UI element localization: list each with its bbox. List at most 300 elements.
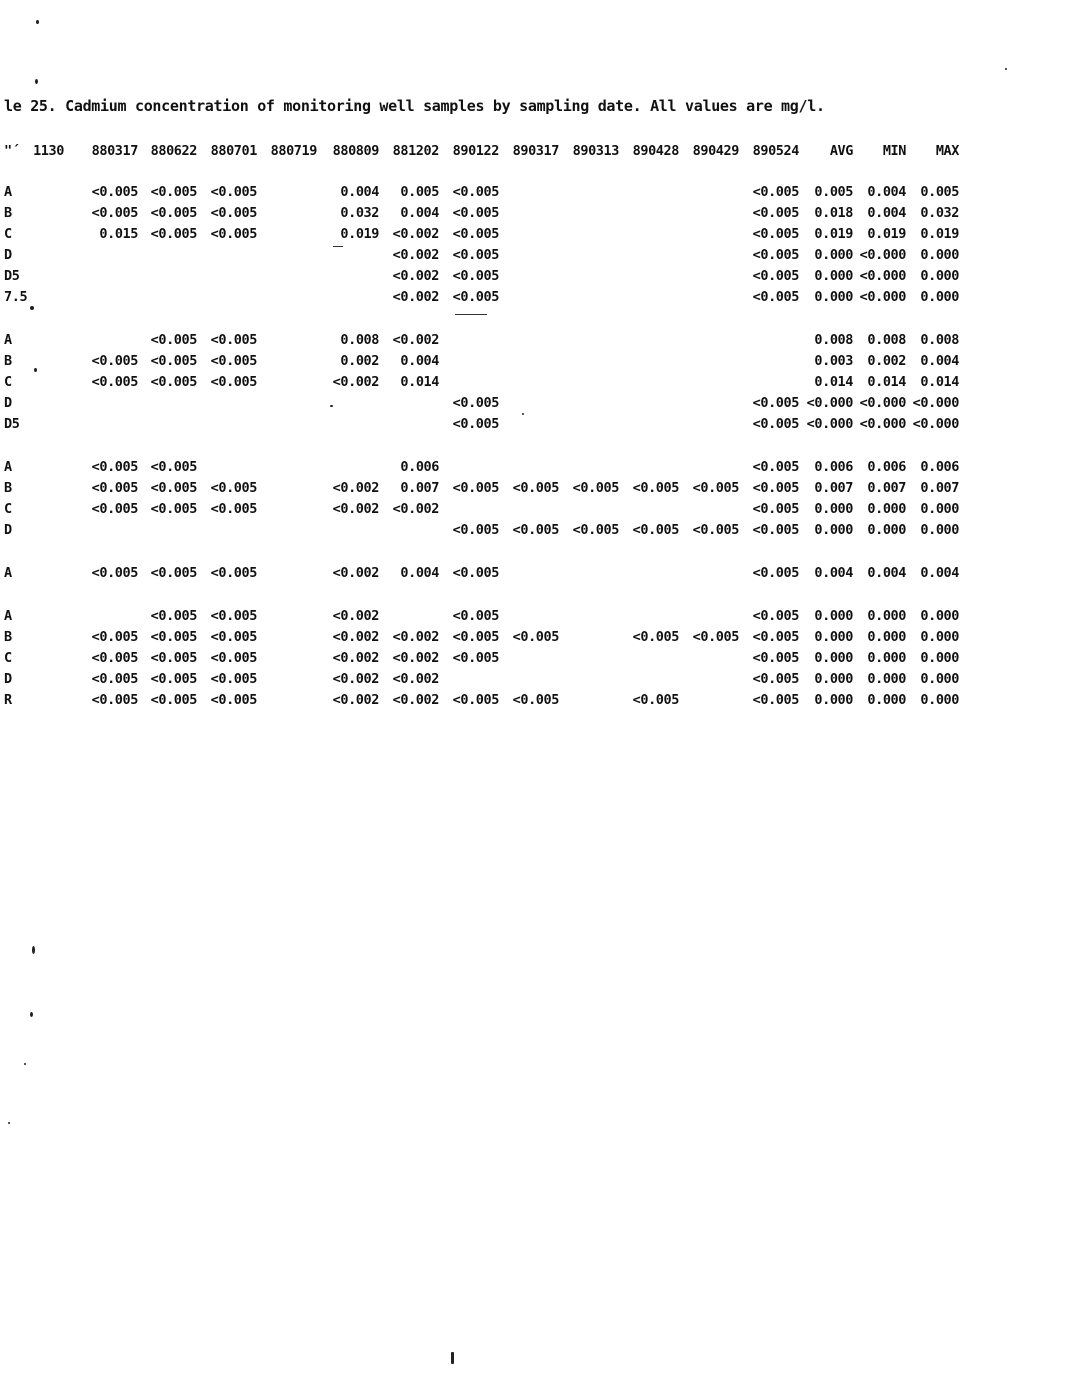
table-cell: <0.005 xyxy=(210,226,257,242)
table-cell: <0.005 xyxy=(752,671,799,687)
table-cell: 0.000 xyxy=(867,671,906,687)
table-cell xyxy=(257,627,317,648)
table-cell: <0.005 xyxy=(210,501,257,517)
table-row xyxy=(4,351,959,372)
column-header: 880719 xyxy=(270,143,317,159)
table-cell: 0.000 xyxy=(814,692,853,708)
table-cell xyxy=(439,351,499,372)
well-label: R xyxy=(4,692,12,708)
table-cell xyxy=(30,606,64,627)
table-cell xyxy=(197,245,257,266)
table-cell: 0.000 xyxy=(814,501,853,517)
table-cell: <0.002 xyxy=(392,226,439,242)
table-cell: <0.005 xyxy=(752,289,799,305)
table-cell xyxy=(619,457,679,478)
group-spacer-cell xyxy=(4,162,959,182)
table-cell: 0.008 xyxy=(814,332,853,348)
table-cell xyxy=(317,414,379,435)
table-cell: <0.005 xyxy=(452,565,499,581)
table-cell: <0.002 xyxy=(392,692,439,708)
table-cell: <0.005 xyxy=(150,608,197,624)
table-cell xyxy=(257,690,317,711)
well-label: A xyxy=(4,332,12,348)
table-cell: <0.005 xyxy=(210,671,257,687)
table-cell: 0.004 xyxy=(867,565,906,581)
table-cell xyxy=(197,266,257,287)
table-cell: <0.002 xyxy=(332,480,379,496)
table-cell xyxy=(679,499,739,520)
scan-speck xyxy=(35,79,38,84)
table-cell xyxy=(197,457,257,478)
table-cell xyxy=(317,393,379,414)
table-cell: 0.000 xyxy=(867,501,906,517)
table-cell: 0.000 xyxy=(920,692,959,708)
table-cell: <0.005 xyxy=(572,522,619,538)
scan-speck xyxy=(30,1012,33,1017)
table-cell xyxy=(559,563,619,584)
table-cell: <0.000 xyxy=(912,395,959,411)
well-label: B xyxy=(4,353,12,369)
table-cell xyxy=(619,266,679,287)
table-cell: <0.000 xyxy=(859,289,906,305)
table-cell xyxy=(679,266,739,287)
group-spacer xyxy=(4,308,959,330)
table-cell xyxy=(499,648,559,669)
table-cell xyxy=(257,287,317,308)
table-cell: 0.004 xyxy=(920,565,959,581)
table-cell: 0.004 xyxy=(400,205,439,221)
table-row xyxy=(4,478,959,499)
table-cell: 0.005 xyxy=(920,184,959,200)
table-cell xyxy=(138,520,197,541)
group-spacer xyxy=(4,541,959,563)
table-cell: <0.005 xyxy=(512,692,559,708)
table-cell xyxy=(619,499,679,520)
table-cell: 0.000 xyxy=(920,289,959,305)
table-cell: <0.005 xyxy=(632,629,679,645)
table-row xyxy=(4,266,959,287)
table-cell xyxy=(379,414,439,435)
table-cell: 0.000 xyxy=(867,692,906,708)
table-cell: <0.005 xyxy=(210,332,257,348)
table-cell: <0.000 xyxy=(859,416,906,432)
table-cell xyxy=(30,351,64,372)
table-row xyxy=(4,499,959,520)
table-cell: 0.000 xyxy=(920,629,959,645)
table-row xyxy=(4,372,959,393)
table-cell: <0.002 xyxy=(392,629,439,645)
table-cell: 0.004 xyxy=(920,353,959,369)
table-cell: <0.005 xyxy=(210,565,257,581)
table-cell: <0.002 xyxy=(392,268,439,284)
table-cell: 0.007 xyxy=(867,480,906,496)
table-cell xyxy=(679,330,739,351)
table-cell: 0.019 xyxy=(340,226,379,242)
table-cell xyxy=(619,245,679,266)
table-cell: <0.005 xyxy=(632,480,679,496)
table-cell xyxy=(30,287,64,308)
table-row xyxy=(4,606,959,627)
table-cell xyxy=(679,414,739,435)
table-cell xyxy=(439,669,499,690)
table-cell xyxy=(30,457,64,478)
table-cell: <0.005 xyxy=(692,522,739,538)
well-label: B xyxy=(4,480,12,496)
table-cell: <0.005 xyxy=(632,692,679,708)
table-cell: <0.005 xyxy=(91,480,138,496)
table-cell xyxy=(439,330,499,351)
table-cell xyxy=(138,245,197,266)
well-label: B xyxy=(4,629,12,645)
table-cell: 0.019 xyxy=(814,226,853,242)
table-cell xyxy=(559,287,619,308)
table-row xyxy=(4,563,959,584)
table-cell xyxy=(138,266,197,287)
column-header: 890122 xyxy=(452,143,499,159)
column-header: 880809 xyxy=(332,143,379,159)
table-cell xyxy=(679,224,739,245)
table-cell xyxy=(257,203,317,224)
table-cell: 0.007 xyxy=(400,480,439,496)
table-cell xyxy=(679,287,739,308)
table-row xyxy=(4,224,959,245)
table-cell xyxy=(257,245,317,266)
table-cell: 0.019 xyxy=(867,226,906,242)
table-cell xyxy=(559,393,619,414)
table-cell: 0.000 xyxy=(867,608,906,624)
table-cell xyxy=(64,266,138,287)
table-cell: <0.000 xyxy=(806,395,853,411)
table-cell: <0.005 xyxy=(452,184,499,200)
table-cell: <0.005 xyxy=(210,374,257,390)
table-cell: <0.002 xyxy=(392,332,439,348)
table-cell xyxy=(64,393,138,414)
table-cell xyxy=(257,372,317,393)
table-cell: 0.000 xyxy=(814,289,853,305)
table-cell xyxy=(197,520,257,541)
table-cell: <0.005 xyxy=(91,565,138,581)
table-cell: <0.005 xyxy=(210,205,257,221)
table-cell xyxy=(30,414,64,435)
table-cell xyxy=(499,372,559,393)
table-cell xyxy=(619,330,679,351)
table-cell: 0.004 xyxy=(814,565,853,581)
table-row xyxy=(4,648,959,669)
table-cell: <0.002 xyxy=(332,692,379,708)
table-cell: <0.005 xyxy=(752,501,799,517)
table-cell: 0.003 xyxy=(814,353,853,369)
well-label: D xyxy=(4,522,12,538)
table-cell: <0.005 xyxy=(150,353,197,369)
table-cell xyxy=(197,393,257,414)
table-cell: <0.000 xyxy=(859,247,906,263)
table-cell: <0.005 xyxy=(452,268,499,284)
table-cell: <0.005 xyxy=(752,565,799,581)
table-cell: <0.005 xyxy=(91,501,138,517)
table-cell: <0.005 xyxy=(150,184,197,200)
table-cell: 0.006 xyxy=(400,459,439,475)
table-cell: <0.005 xyxy=(150,480,197,496)
table-cell xyxy=(499,606,559,627)
table-cell: 0.000 xyxy=(867,522,906,538)
table-cell: <0.002 xyxy=(332,608,379,624)
table-cell xyxy=(30,563,64,584)
table-cell: <0.000 xyxy=(806,416,853,432)
table-cell: <0.002 xyxy=(392,650,439,666)
table-cell: <0.005 xyxy=(452,247,499,263)
group-spacer-cell xyxy=(4,308,959,330)
table-cell xyxy=(30,499,64,520)
table-cell xyxy=(619,287,679,308)
table-cell xyxy=(559,266,619,287)
table-cell: <0.005 xyxy=(752,692,799,708)
well-label: B xyxy=(4,205,12,221)
table-row xyxy=(4,520,959,541)
table-cell: 0.008 xyxy=(340,332,379,348)
table-cell xyxy=(679,669,739,690)
table-cell: 0.000 xyxy=(814,268,853,284)
table-cell xyxy=(257,266,317,287)
table-row xyxy=(4,690,959,711)
scan-speck xyxy=(451,1352,454,1364)
table-cell xyxy=(559,457,619,478)
table-cell: <0.005 xyxy=(91,459,138,475)
table-cell xyxy=(138,287,197,308)
table-cell xyxy=(257,648,317,669)
table-cell: <0.005 xyxy=(692,629,739,645)
table-cell: <0.005 xyxy=(91,184,138,200)
table-cell: <0.005 xyxy=(91,374,138,390)
table-cell: <0.005 xyxy=(752,268,799,284)
table-cell: <0.005 xyxy=(210,608,257,624)
table-cell: <0.005 xyxy=(752,184,799,200)
table-cell xyxy=(30,520,64,541)
table-cell xyxy=(559,203,619,224)
table-cell xyxy=(619,351,679,372)
table-cell: <0.000 xyxy=(912,416,959,432)
table-cell: 0.002 xyxy=(867,353,906,369)
table-cell: 0.004 xyxy=(400,353,439,369)
column-header: 1130 xyxy=(33,143,64,159)
well-label: D xyxy=(4,247,12,263)
table-cell: <0.000 xyxy=(859,268,906,284)
well-label: D xyxy=(4,395,12,411)
table-cell xyxy=(499,330,559,351)
table-cell: 0.006 xyxy=(814,459,853,475)
table-cell xyxy=(257,563,317,584)
table-row xyxy=(4,182,959,203)
table-row xyxy=(4,627,959,648)
well-label: C xyxy=(4,501,12,517)
table-cell: <0.005 xyxy=(210,650,257,666)
table-cell xyxy=(499,414,559,435)
table-cell xyxy=(257,520,317,541)
table-cell: <0.005 xyxy=(150,565,197,581)
table-cell xyxy=(30,266,64,287)
table-cell: <0.005 xyxy=(150,671,197,687)
table-cell: <0.005 xyxy=(452,205,499,221)
table-cell: <0.002 xyxy=(392,501,439,517)
table-cell: 0.000 xyxy=(867,629,906,645)
table-cell: <0.005 xyxy=(452,692,499,708)
table-cell: <0.005 xyxy=(752,650,799,666)
scan-speck xyxy=(8,1122,10,1124)
table-cell: 0.004 xyxy=(400,565,439,581)
table-cell: 0.008 xyxy=(867,332,906,348)
cadmium-table xyxy=(4,141,959,711)
table-cell xyxy=(30,669,64,690)
table-cell xyxy=(559,648,619,669)
table-cell xyxy=(679,563,739,584)
table-cell xyxy=(257,606,317,627)
table-cell xyxy=(30,690,64,711)
table-cell xyxy=(317,457,379,478)
table-cell xyxy=(257,351,317,372)
table-cell: 0.000 xyxy=(920,268,959,284)
scan-speck xyxy=(24,1063,26,1065)
table-cell: <0.005 xyxy=(512,522,559,538)
group-spacer xyxy=(4,435,959,457)
table-cell xyxy=(257,182,317,203)
table-cell: <0.005 xyxy=(91,353,138,369)
well-label: D xyxy=(4,671,12,687)
scan-speck xyxy=(1005,68,1007,70)
table-cell xyxy=(559,182,619,203)
table-cell xyxy=(317,520,379,541)
table-cell: <0.005 xyxy=(150,332,197,348)
table-cell: 0.005 xyxy=(400,184,439,200)
table-cell: <0.005 xyxy=(210,692,257,708)
table-cell xyxy=(30,182,64,203)
table-cell xyxy=(679,182,739,203)
table-cell: 0.000 xyxy=(920,501,959,517)
table-cell xyxy=(138,393,197,414)
table-cell: <0.005 xyxy=(752,629,799,645)
table-row xyxy=(4,393,959,414)
table-cell: <0.002 xyxy=(332,671,379,687)
table-cell xyxy=(619,414,679,435)
table-cell: <0.005 xyxy=(752,205,799,221)
table-cell: <0.005 xyxy=(210,629,257,645)
table-cell: 0.000 xyxy=(814,671,853,687)
table-cell: 0.007 xyxy=(920,480,959,496)
table-cell: 0.014 xyxy=(867,374,906,390)
table-cell xyxy=(257,478,317,499)
table-cell xyxy=(739,351,799,372)
table-cell: 0.000 xyxy=(867,650,906,666)
scan-speck xyxy=(36,20,39,24)
table-cell: <0.005 xyxy=(91,205,138,221)
group-spacer-cell xyxy=(4,541,959,563)
table-cell: <0.005 xyxy=(150,459,197,475)
table-cell: <0.005 xyxy=(150,205,197,221)
table-cell: <0.005 xyxy=(752,480,799,496)
table-cell: 0.000 xyxy=(814,522,853,538)
table-cell xyxy=(679,690,739,711)
table-cell xyxy=(197,414,257,435)
table-cell: <0.005 xyxy=(452,480,499,496)
table-cell: <0.005 xyxy=(91,650,138,666)
table-cell: 0.019 xyxy=(920,226,959,242)
table-cell xyxy=(559,414,619,435)
table-cell: <0.000 xyxy=(859,395,906,411)
table-cell: <0.002 xyxy=(332,565,379,581)
table-cell: <0.002 xyxy=(392,247,439,263)
column-header: 890313 xyxy=(572,143,619,159)
table-cell xyxy=(30,330,64,351)
table-body xyxy=(4,162,959,711)
well-label: A xyxy=(4,184,12,200)
table-cell: <0.005 xyxy=(210,184,257,200)
table-cell: <0.002 xyxy=(332,501,379,517)
table-cell xyxy=(64,520,138,541)
table-cell: 0.006 xyxy=(867,459,906,475)
column-header: 890428 xyxy=(632,143,679,159)
table-cell xyxy=(30,203,64,224)
column-header: MAX xyxy=(935,143,959,159)
table-cell xyxy=(379,520,439,541)
column-header: 880701 xyxy=(210,143,257,159)
table-cell xyxy=(197,287,257,308)
table-cell xyxy=(679,606,739,627)
table-cell: <0.005 xyxy=(91,629,138,645)
table-row xyxy=(4,457,959,478)
table-row xyxy=(4,203,959,224)
table-cell xyxy=(64,330,138,351)
table-cell xyxy=(257,669,317,690)
table-row xyxy=(4,669,959,690)
table-row xyxy=(4,287,959,308)
table-cell xyxy=(30,224,64,245)
table-cell: <0.005 xyxy=(210,480,257,496)
table-cell xyxy=(499,563,559,584)
table-cell: 0.000 xyxy=(814,650,853,666)
table-cell: <0.005 xyxy=(91,692,138,708)
table-cell: <0.005 xyxy=(150,692,197,708)
table-cell xyxy=(257,457,317,478)
table-cell xyxy=(30,372,64,393)
table-cell xyxy=(679,351,739,372)
column-header: 880622 xyxy=(150,143,197,159)
table-cell xyxy=(619,224,679,245)
table-cell xyxy=(379,606,439,627)
table-cell: 0.002 xyxy=(340,353,379,369)
table-cell xyxy=(138,414,197,435)
table-cell: <0.002 xyxy=(332,629,379,645)
table-cell: <0.002 xyxy=(392,289,439,305)
table-cell xyxy=(619,648,679,669)
group-spacer xyxy=(4,584,959,606)
table-cell: <0.005 xyxy=(150,650,197,666)
table-cell: 0.007 xyxy=(814,480,853,496)
table-cell xyxy=(499,182,559,203)
table-cell xyxy=(439,499,499,520)
table-cell: 0.018 xyxy=(814,205,853,221)
table-cell xyxy=(559,690,619,711)
table-cell xyxy=(257,224,317,245)
table-cell xyxy=(619,182,679,203)
column-header: 881202 xyxy=(392,143,439,159)
table-cell xyxy=(317,287,379,308)
table-cell xyxy=(257,414,317,435)
table-cell: <0.005 xyxy=(210,353,257,369)
table-cell: <0.005 xyxy=(752,608,799,624)
group-spacer xyxy=(4,162,959,182)
table-cell xyxy=(619,203,679,224)
table-cell: 0.000 xyxy=(920,247,959,263)
table-cell: <0.005 xyxy=(752,459,799,475)
table-row xyxy=(4,330,959,351)
